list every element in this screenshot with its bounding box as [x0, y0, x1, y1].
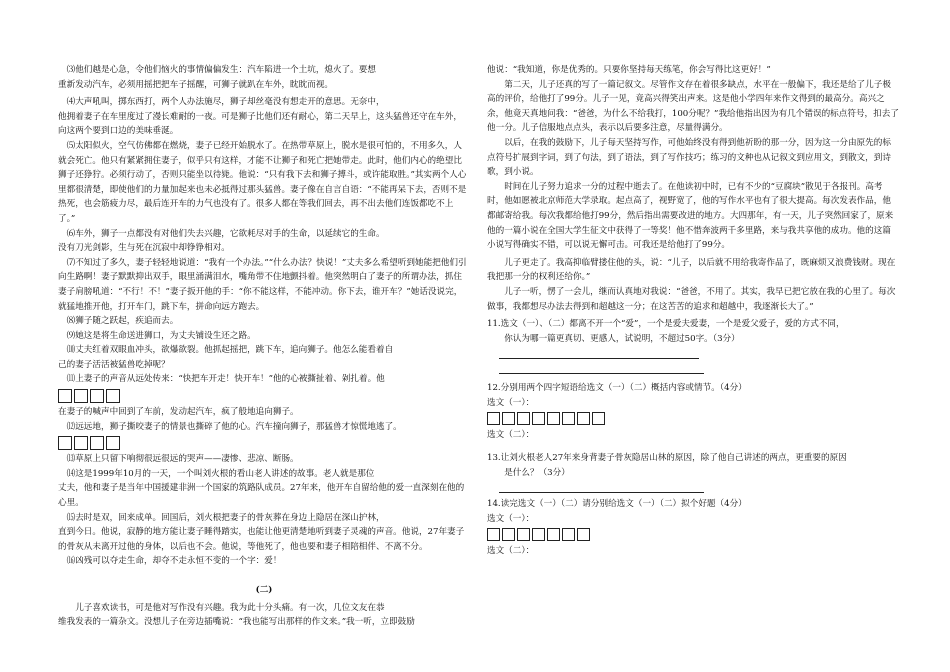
question-14-label-2: 选文（二）： — [487, 546, 535, 557]
section-2-paragraph-1-cont: 维我发表的一篇杂文。没想儿子在旁边插嘴说：“我也能写出那样的作文来。”我一听，立即鼓励 — [58, 617, 415, 628]
paragraph-4: ⑷大声吼叫，掷东西打，两个人办法施尽，狮子却丝毫没有想走开的意思。无奈中， — [66, 97, 385, 108]
question-12-label-2: 选文（二）： — [487, 430, 535, 441]
question-11: 11.选文（一）、（二）都离不开一个“爱”，一个是爱夫爱妻，一个是爱父爱子，爱的方式不同， — [487, 319, 845, 330]
left-column — [58, 63, 470, 630]
section-2-paragraph-6: 儿子一听，愣了一会儿，继而认真地对我说：“爸爸，不用了。其实，我早已把它放在我的心里了。每次做事，我都想尽办法去得到和超越这一分；在这苦苦的追求和超越中，我逐渐长大了。” — [487, 286, 896, 312]
paragraph-14-cont: 丈夫，他和妻子是当年中国援建非洲一个国家的筑路队成员。27年来，他开车自留给他的爱一直深刻在他的心里。 — [58, 483, 465, 509]
paragraph-12: ⑿远远地，狮子撕咬妻子的情景也撕碎了他的心。汽车撞向狮子，那猛兽才惊慌地逃了。 — [66, 421, 402, 432]
right-column — [487, 63, 899, 559]
paragraph-13: ⒀草原上只留下响彻很远很远的哭声——凄惨、悲凉、断肠。 — [66, 454, 299, 465]
section-2-paragraph-1: 儿子喜欢读书，可是他对写作没有兴趣。我为此十分头痛。有一次，几位文友在恭 — [75, 602, 385, 613]
question-13: 13.让刘火根老人27年来身背妻子骨灰隐居山林的原因，除了他自己讲述的两点，更重要的原因 — [487, 453, 847, 464]
paragraph-15: ⒂去时是双，回来成单。回国后，刘火根把妻子的骨灰葬在身边上隐居在深山护林， — [66, 512, 385, 523]
section-2-paragraph-4: 时间在儿子努力追求一分的过程中逝去了。在他读初中时，已有不少的“豆腐块”散见于各报刊。高考时，他如愿被北京师范大学录取。起点高了，视野宽了，他的写作水平也有了很大提高。每次发表作品，他都邮寄给我。每次我都给他打99分，然后指出需要改进的地方。大四那年，有一天，儿子突然回家了，原来他的一篇小说在全国大学生征文中获得了一等奖！他不惜奔波两千多里路，来与我共享他的成功。他的这篇小说写得确实不错，可以说无懈可击。可我还是给他打了99分。 — [487, 181, 894, 251]
paragraph-14: ⒁这是1999年10月的一天，一个叫刘火根的看山老人讲述的故事。老人就是那位 — [66, 468, 375, 479]
paragraph-8: ⑻狮子随之跃起，疾追而去。 — [66, 316, 179, 327]
section-2-heading: (二) — [255, 585, 273, 595]
section-2-paragraph-3: 以后，在我的鼓励下，儿子每天坚持写作，可他始终没有得到他祈盼的那一分，因为这一分由原先的标点符号扩展到字词，到了句法，到了语法，到了写作技巧；练习的文种也从记叙文到应用文，到散文，到诗歌，到小说。 — [487, 137, 891, 178]
paragraph-3: ⑶他们越是心急，令他们恼火的事情偏偏发生：汽车陷进一个土坑，熄火了。要想 — [66, 65, 376, 75]
paragraph-5: ⑸太阳似火，空气仿佛都在燃烧，妻子已经开始脱水了。在热带草原上，脱水是很可怕的，不用多久，人就会死亡。他只有紧紧拥住妻子，似乎只有这样，才能不让狮子和死亡把她带走。此时，他们内心的绝望比狮子还狰狞。必须行动了，否则只能坐以待毙。他说：“只有我下去和狮子搏斗，或许能取胜。”其实两个人心里都很清楚，即使他们的力量加起来也未必抵得过那头猛兽。妻子像在自言自语：“不能再呆下去，否则不是热死，也会筋疲力尽，最后连开车的力气也没有了。很多人都在等我们回去，再不出去他们连饭都吃不上了。” — [58, 140, 467, 224]
paragraph-15-cont: 直到今日。他说，寂静的地方能让妻子睡得踏实，也能让他更清楚地听到妻子灵魂的声音。他说，27年妻子的骨灰从未离开过他的身体，以后也不会。他说，等他死了，他也要和妻子相陪相伴、不离不分。 — [58, 527, 465, 552]
question-14: 14.读完选文（一）（二）请分别给选文（一）（二）拟个好题（4分） — [487, 499, 747, 510]
answer-boxes-2[interactable] — [58, 436, 470, 450]
question-12: 12.分别用两个四字短语给选文（一）（二）概括内容或情节。（4分） — [487, 383, 747, 394]
paragraph-9: ⑼她这是将生命送进狮口，为丈夫铺设生还之路。 — [66, 330, 256, 341]
paragraph-11: ⑾上妻子的声音从远处传来：“快把车开走！快开车！”他的心被撕扯着、剁扎着。他 — [66, 374, 385, 385]
paragraph-10-cont: 己的妻子活活被猛兽吃掉呢？ — [58, 359, 170, 370]
paragraph-3-cont: 重新发动汽车，必须用摇把把车子摇醒，可狮子就趴在车外，眈眈而视。 — [58, 79, 334, 90]
answer-line-13[interactable] — [499, 482, 704, 493]
paragraph-6-cont: 没有刀光剑影，生与死在沉寂中却铮铮相对。 — [58, 243, 230, 254]
paragraph-7: ⑺不知过了多久，妻子轻轻地说道：“我有一个办法。”“什么办法？快说！”丈夫多么希望听到她能把他们引向生路啊！妻子默默抑出双手，眼里涌满泪水，嘴角带不住地颤抖着。他突然明白了妻子的所谓办法，抓住妻子肩膀吼道：“不行！不！”妻子扳开他的手：“你不能这样，不能冲动。你下去，谁开车？”她话没说完，就猛地推开他，打开车门，跳下车，拼命向远方跑去。 — [58, 257, 467, 312]
answer-line-11a[interactable] — [499, 348, 699, 359]
answer-boxes-14a[interactable] — [487, 528, 899, 542]
question-13-cont: 是什么？（3分） — [504, 467, 570, 478]
question-11-cont: 你认为哪一篇更真切、更感人，试说明，不超过50字。（3分） — [504, 333, 740, 344]
section-2-paragraph-2: 第二天，儿子还真的写了一篇记叙文。尽管作文存在着很多缺点，水平在一般偏下，我还是给了儿子极高的评价，给他打了99分。儿子一见，竟高兴得笑出声来。这是他小学四年来作文得到的最高分。高兴之余，他竟天真地问我：“爸爸，为什么不给我打，100分呢？”我给他指出因为有几个错误的标点符号，扣去了他一分。儿子信服地点点头，表示以后要多注意，尽量得满分。 — [487, 79, 899, 134]
question-12-label-1: 选文（一）： — [487, 397, 535, 408]
question-14-label-1: 选文（一）： — [487, 513, 535, 524]
section-2-paragraph-1-end: 他说：“我知道，你是优秀的。只要你坚持每天练笔，你会写得比这更好！” — [487, 65, 771, 75]
paragraph-16: ⒃凶残可以夺走生命，却夺不走永恒不变的一个字：爱！ — [66, 556, 282, 567]
section-2-paragraph-5: 儿子更走了。我高抑临臂搂住他的头，说：“儿子，以后就不用给我寄作品了，既麻烦又浪费钱财。现在我把那一分的权利还给你。” — [487, 257, 896, 283]
paragraph-11-cont: 在妻子的喊声中回到了车前，发动起汽车，疯了般地追向狮子。 — [58, 407, 299, 418]
answer-line-11b[interactable] — [499, 363, 704, 374]
answer-boxes-12a[interactable] — [487, 412, 899, 426]
answer-boxes-1[interactable] — [58, 389, 470, 403]
paragraph-4-cont: 他拥着妻子在车里度过了漫长难耐的一夜。可是狮子比他们还有耐心，第二天早上，这头猛兽还守在车外，向这两个要到口边的美味垂涎。 — [58, 111, 462, 137]
paragraph-6: ⑹车外，狮子一点都没有对他们失去兴趣，它欲耗尽对手的生命，以延续它的生命。 — [66, 228, 385, 239]
paragraph-10: ⑽丈夫红着双眼血冲头，欲爆欲裂。他抓起摇把，跳下车，追向狮子。他怎么能看着自 — [66, 345, 394, 356]
